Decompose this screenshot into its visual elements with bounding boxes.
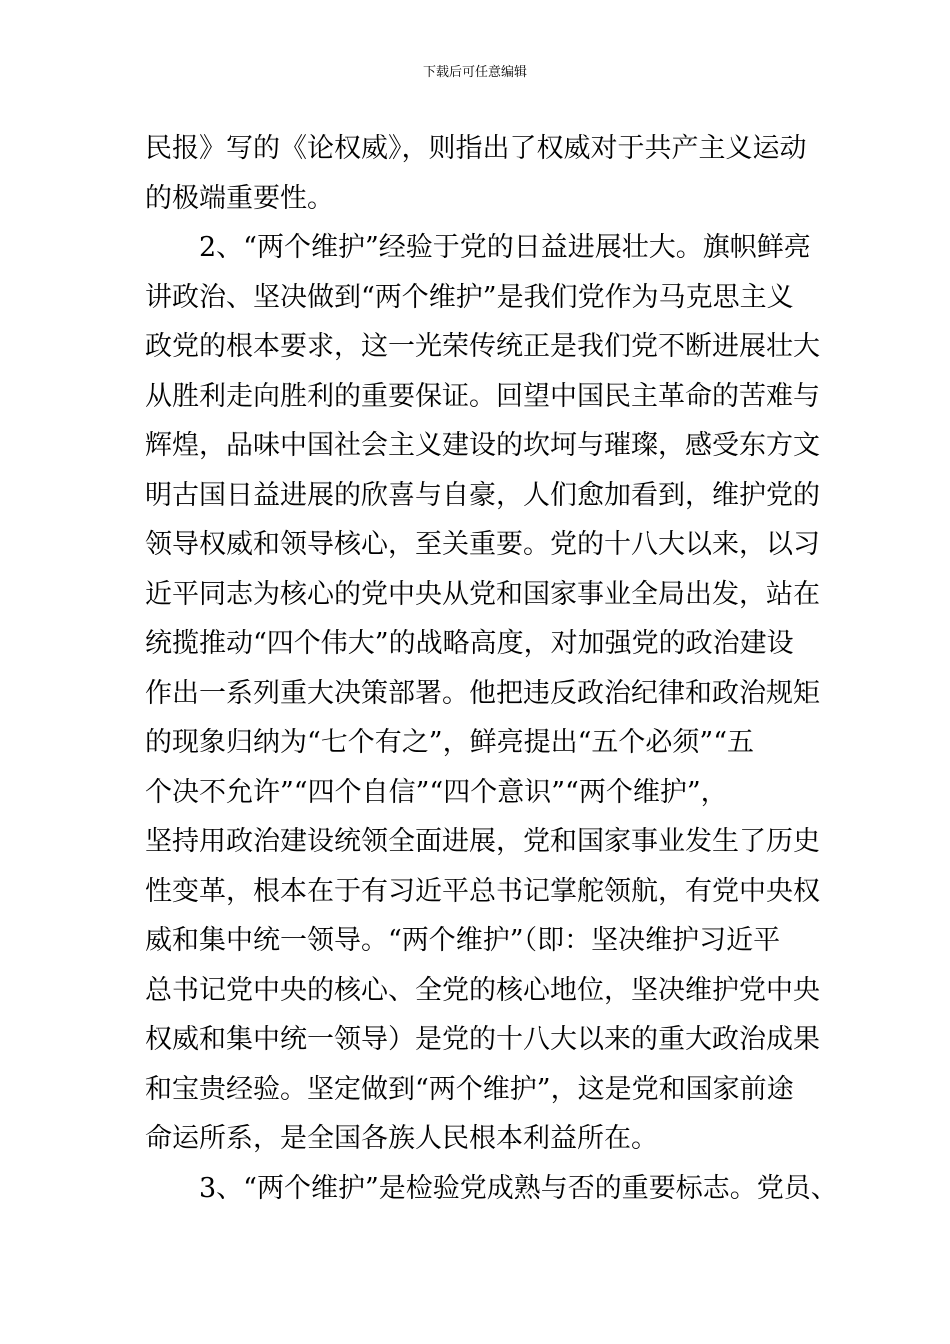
text-line: 2、“两个维护”经验于党的日益进展壮大。旗帜鲜亮 [145, 232, 811, 263]
text-line: 权威和集中统一领导）是党的十八大以来的重大政治成果 [145, 1024, 820, 1055]
text-line: 坚持用政治建设统领全面进展，党和国家事业发生了历史 [145, 826, 820, 857]
text-line: 威和集中统一领导。“两个维护”（即：坚决维护习近平 [145, 925, 781, 956]
text-line: 辉煌，品味中国社会主义建设的坎坷与璀璨，感受东方文 [145, 430, 820, 461]
text-line: 统揽推动“四个伟大”的战略高度，对加强党的政治建设 [145, 628, 794, 659]
text-line: 民报》写的《论权威》，则指出了权威对于共产主义运动 [145, 133, 807, 164]
text-line: 总书记党中央的核心、全党的核心地位，坚决维护党中央 [145, 974, 820, 1006]
text-line: 个决不允许”“四个自信”“四个意识”“两个维护”， [145, 776, 728, 808]
text-line: 3、“两个维护”是检验党成熟与否的重要标志。党员、 [145, 1172, 838, 1204]
text-line: 的极端重要性。 [145, 182, 334, 214]
text-line: 近平同志为核心的党中央从党和国家事业全局出发，站在 [145, 578, 820, 610]
text-line: 从胜利走向胜利的重要保证。回望中国民主革命的苦难与 [145, 380, 820, 412]
text-line: 政党的根本要求，这一光荣传统正是我们党不断进展壮大 [145, 331, 820, 362]
page-header: 下载后可任意编辑 [422, 65, 527, 80]
text-line: 性变革，根本在于有习近平总书记掌舵领航，有党中央权 [145, 875, 820, 907]
text-line: 讲政治、坚决做到“两个维护”是我们党作为马克思主义 [145, 281, 794, 313]
text-line: 领导权威和领导核心，至关重要。党的十八大以来，以习 [145, 529, 820, 560]
text-line: 作出一系列重大决策部署。他把违反政治纪律和政治规矩 [145, 677, 820, 709]
text-line: 和宝贵经验。坚定做到“两个维护”，这是党和国家前途 [145, 1073, 794, 1105]
text-line: 命运所系，是全国各族人民根本利益所在。 [145, 1123, 658, 1154]
text-line: 明古国日益进展的欣喜与自豪，人们愈加看到，维护党的 [145, 479, 820, 511]
text-line: 的现象归纳为“七个有之”，鲜亮提出“五个必须”“五 [145, 727, 755, 758]
document-body [145, 124, 838, 1213]
